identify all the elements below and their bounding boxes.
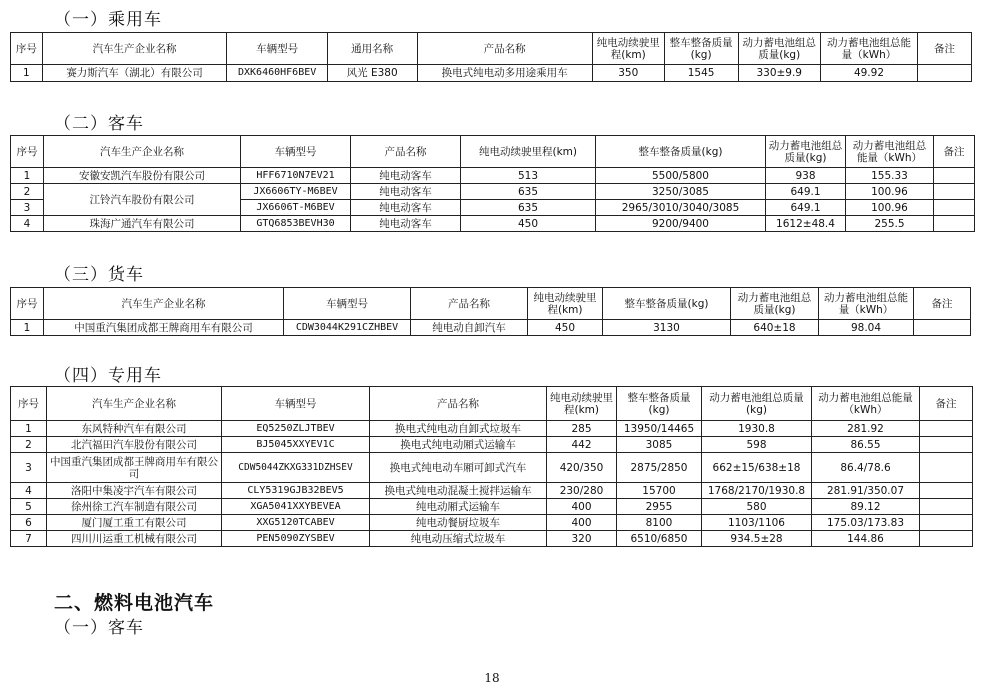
table-passenger bbox=[10, 32, 972, 82]
cell: 8100 bbox=[617, 515, 702, 531]
cell: 6 bbox=[11, 515, 47, 531]
cell: 徐州徐工汽车制造有限公司 bbox=[47, 499, 222, 515]
header-cell: 动力蓄电池组总质量(kg) bbox=[702, 387, 812, 421]
header-cell: 序号 bbox=[11, 288, 44, 320]
cell: 635 bbox=[461, 184, 596, 200]
cell: 1 bbox=[11, 65, 43, 82]
header-cell: 车辆型号 bbox=[222, 387, 370, 421]
header-cell: 纯电动续驶里程(km) bbox=[547, 387, 617, 421]
header-cell: 动力蓄电池组总能量（kWh） bbox=[812, 387, 920, 421]
cell: 330±9.9 bbox=[738, 65, 820, 82]
cell: 2955 bbox=[617, 499, 702, 515]
cell: 纯电动客车 bbox=[351, 184, 461, 200]
header-cell: 汽车生产企业名称 bbox=[44, 288, 284, 320]
cell: 649.1 bbox=[766, 184, 846, 200]
cell: 纯电动厢式运输车 bbox=[370, 499, 547, 515]
cell: DXK6460HF6BEV bbox=[227, 65, 327, 82]
table-row bbox=[11, 216, 975, 232]
cell: 3 bbox=[11, 200, 44, 216]
cell: 2 bbox=[11, 437, 47, 453]
header-cell: 产品名称 bbox=[417, 33, 592, 65]
cell: 450 bbox=[461, 216, 596, 232]
header-cell: 汽车生产企业名称 bbox=[44, 136, 241, 168]
header-cell: 序号 bbox=[11, 387, 47, 421]
header-cell: 整车整备质量(kg) bbox=[664, 33, 738, 65]
cell: 86.55 bbox=[812, 437, 920, 453]
table-row bbox=[11, 168, 975, 184]
header-cell: 动力蓄电池组总能量（kWh） bbox=[820, 33, 917, 65]
cell: 赛力斯汽车（湖北）有限公司 bbox=[42, 65, 227, 82]
cell: 49.92 bbox=[820, 65, 917, 82]
cell: 4 bbox=[11, 483, 47, 499]
header-cell: 通用名称 bbox=[327, 33, 417, 65]
cell: JX6606TY-M6BEV bbox=[241, 184, 351, 200]
table-bus bbox=[10, 135, 975, 232]
cell: 4 bbox=[11, 216, 44, 232]
header-cell: 汽车生产企业名称 bbox=[42, 33, 227, 65]
header-cell: 动力蓄电池组总能量（kWh） bbox=[819, 288, 914, 320]
cell bbox=[914, 320, 971, 336]
cell: CLY5319GJB32BEV5 bbox=[222, 483, 370, 499]
cell: 86.4/78.6 bbox=[812, 453, 920, 483]
header-cell: 纯电动续驶里程(km) bbox=[528, 288, 603, 320]
section-title-truck: （三）货车 bbox=[54, 265, 144, 285]
cell: 3085 bbox=[617, 437, 702, 453]
cell: EQ5250ZLJTBEV bbox=[222, 421, 370, 437]
cell: 中国重汽集团成都王牌商用车有限公司 bbox=[44, 320, 284, 336]
header-cell: 序号 bbox=[11, 33, 43, 65]
cell: 2965/3010/3040/3085 bbox=[596, 200, 766, 216]
header-cell: 整车整备质量(kg) bbox=[617, 387, 702, 421]
section-title-special: （四）专用车 bbox=[54, 366, 162, 386]
header-cell: 备注 bbox=[918, 33, 972, 65]
cell: 144.86 bbox=[812, 531, 920, 547]
cell: 东风特种汽车有限公司 bbox=[47, 421, 222, 437]
cell: 598 bbox=[702, 437, 812, 453]
cell: 1545 bbox=[664, 65, 738, 82]
table-row bbox=[11, 184, 975, 200]
header-cell: 动力蓄电池组总能量（kWh） bbox=[846, 136, 934, 168]
header-cell: 产品名称 bbox=[411, 288, 528, 320]
cell: 100.96 bbox=[846, 184, 934, 200]
cell: 换电式纯电动车厢可卸式汽车 bbox=[370, 453, 547, 483]
cell: 89.12 bbox=[812, 499, 920, 515]
cell: 纯电动自卸汽车 bbox=[411, 320, 528, 336]
header-cell: 动力蓄电池组总质量(kg) bbox=[731, 288, 819, 320]
cell: 1768/2170/1930.8 bbox=[702, 483, 812, 499]
cell: 1930.8 bbox=[702, 421, 812, 437]
cell: XGA5041XXYBEVEA bbox=[222, 499, 370, 515]
cell: 255.5 bbox=[846, 216, 934, 232]
cell bbox=[920, 437, 973, 453]
cell: 649.1 bbox=[766, 200, 846, 216]
cell: 662±15/638±18 bbox=[702, 453, 812, 483]
cell: 换电式纯电动自卸式垃圾车 bbox=[370, 421, 547, 437]
table-row bbox=[11, 453, 973, 483]
header-cell: 动力蓄电池组总质量(kg) bbox=[738, 33, 820, 65]
section-subtitle-fuel-cell-bus: （一）客车 bbox=[54, 618, 144, 638]
cell: GTQ6853BEVH30 bbox=[241, 216, 351, 232]
cell: 15700 bbox=[617, 483, 702, 499]
cell bbox=[920, 421, 973, 437]
cell bbox=[920, 499, 973, 515]
header-cell: 产品名称 bbox=[351, 136, 461, 168]
header-cell: 序号 bbox=[11, 136, 44, 168]
cell bbox=[918, 65, 972, 82]
cell: 350 bbox=[592, 65, 664, 82]
cell bbox=[934, 200, 975, 216]
cell: 513 bbox=[461, 168, 596, 184]
cell bbox=[934, 168, 975, 184]
table-header-row bbox=[11, 387, 973, 421]
cell: 400 bbox=[547, 499, 617, 515]
cell: 100.96 bbox=[846, 200, 934, 216]
cell: 换电式纯电动多用途乘用车 bbox=[417, 65, 592, 82]
cell bbox=[920, 515, 973, 531]
cell: 3 bbox=[11, 453, 47, 483]
cell: 四川川运重工机械有限公司 bbox=[47, 531, 222, 547]
cell: 北汽福田汽车股份有限公司 bbox=[47, 437, 222, 453]
header-cell: 车辆型号 bbox=[284, 288, 411, 320]
cell: 934.5±28 bbox=[702, 531, 812, 547]
cell: BJ5045XXYEV1C bbox=[222, 437, 370, 453]
header-cell: 产品名称 bbox=[370, 387, 547, 421]
cell: 281.91/350.07 bbox=[812, 483, 920, 499]
cell: 98.04 bbox=[819, 320, 914, 336]
page-number: 18 bbox=[484, 671, 500, 685]
cell: 厦门厦工重工有限公司 bbox=[47, 515, 222, 531]
table-row bbox=[11, 531, 973, 547]
header-cell: 备注 bbox=[914, 288, 971, 320]
cell: 江铃汽车股份有限公司 bbox=[44, 184, 241, 216]
section-title-passenger: （一）乘用车 bbox=[54, 10, 162, 30]
cell: 450 bbox=[528, 320, 603, 336]
cell: 7 bbox=[11, 531, 47, 547]
cell: 1103/1106 bbox=[702, 515, 812, 531]
cell: 175.03/173.83 bbox=[812, 515, 920, 531]
cell: 换电式纯电动混凝土搅拌运输车 bbox=[370, 483, 547, 499]
cell: 400 bbox=[547, 515, 617, 531]
header-cell: 整车整备质量(kg) bbox=[603, 288, 731, 320]
cell: 640±18 bbox=[731, 320, 819, 336]
cell: 2 bbox=[11, 184, 44, 200]
table-header-row bbox=[11, 136, 975, 168]
cell: 2875/2850 bbox=[617, 453, 702, 483]
cell: 420/350 bbox=[547, 453, 617, 483]
cell: PEN5090ZYSBEV bbox=[222, 531, 370, 547]
table-row bbox=[11, 320, 971, 336]
table-header-row bbox=[11, 33, 972, 65]
cell bbox=[920, 531, 973, 547]
header-cell: 整车整备质量(kg) bbox=[596, 136, 766, 168]
cell: 纯电动客车 bbox=[351, 168, 461, 184]
cell: 1 bbox=[11, 421, 47, 437]
table-row bbox=[11, 421, 973, 437]
cell: CDW5044ZKXG331DZHSEV bbox=[222, 453, 370, 483]
cell: 中国重汽集团成都王牌商用车有限公司 bbox=[47, 453, 222, 483]
header-cell: 备注 bbox=[934, 136, 975, 168]
table-row bbox=[11, 499, 973, 515]
cell: 纯电动客车 bbox=[351, 216, 461, 232]
cell: 320 bbox=[547, 531, 617, 547]
table-row bbox=[11, 515, 973, 531]
cell: 1 bbox=[11, 320, 44, 336]
table-special bbox=[10, 386, 973, 547]
cell bbox=[934, 216, 975, 232]
cell: 3130 bbox=[603, 320, 731, 336]
table-row bbox=[11, 437, 973, 453]
cell: XXG5120TCABEV bbox=[222, 515, 370, 531]
cell: 281.92 bbox=[812, 421, 920, 437]
cell: 纯电动压缩式垃圾车 bbox=[370, 531, 547, 547]
section-title-fuel-cell: 二、燃料电池汽车 bbox=[54, 592, 215, 614]
cell: CDW3044K291CZHBEV bbox=[284, 320, 411, 336]
table-truck bbox=[10, 287, 971, 336]
cell: 938 bbox=[766, 168, 846, 184]
cell: 442 bbox=[547, 437, 617, 453]
cell bbox=[934, 184, 975, 200]
cell: 230/280 bbox=[547, 483, 617, 499]
cell: 1612±48.4 bbox=[766, 216, 846, 232]
cell: 285 bbox=[547, 421, 617, 437]
cell: 5 bbox=[11, 499, 47, 515]
table-row bbox=[11, 483, 973, 499]
cell: 纯电动客车 bbox=[351, 200, 461, 216]
cell: 1 bbox=[11, 168, 44, 184]
header-cell: 汽车生产企业名称 bbox=[47, 387, 222, 421]
header-cell: 车辆型号 bbox=[227, 33, 327, 65]
header-cell: 动力蓄电池组总质量(kg) bbox=[766, 136, 846, 168]
cell: 155.33 bbox=[846, 168, 934, 184]
cell: 洛阳中集凌宇汽车有限公司 bbox=[47, 483, 222, 499]
table-header-row bbox=[11, 288, 971, 320]
cell: 9200/9400 bbox=[596, 216, 766, 232]
cell: 珠海广通汽车有限公司 bbox=[44, 216, 241, 232]
header-cell: 车辆型号 bbox=[241, 136, 351, 168]
cell: 纯电动餐厨垃圾车 bbox=[370, 515, 547, 531]
cell: 580 bbox=[702, 499, 812, 515]
cell: 13950/14465 bbox=[617, 421, 702, 437]
cell: 换电式纯电动厢式运输车 bbox=[370, 437, 547, 453]
cell: 635 bbox=[461, 200, 596, 216]
cell: 3250/3085 bbox=[596, 184, 766, 200]
cell: JX6606T-M6BEV bbox=[241, 200, 351, 216]
table-row bbox=[11, 65, 972, 82]
header-cell: 纯电动续驶里程(km) bbox=[461, 136, 596, 168]
cell bbox=[920, 483, 973, 499]
cell: HFF6710N7EV21 bbox=[241, 168, 351, 184]
cell bbox=[920, 453, 973, 483]
cell: 风光 E380 bbox=[327, 65, 417, 82]
header-cell: 备注 bbox=[920, 387, 973, 421]
cell: 安徽安凯汽车股份有限公司 bbox=[44, 168, 241, 184]
section-title-bus: （二）客车 bbox=[54, 114, 144, 134]
cell: 6510/6850 bbox=[617, 531, 702, 547]
cell: 5500/5800 bbox=[596, 168, 766, 184]
header-cell: 纯电动续驶里程(km) bbox=[592, 33, 664, 65]
